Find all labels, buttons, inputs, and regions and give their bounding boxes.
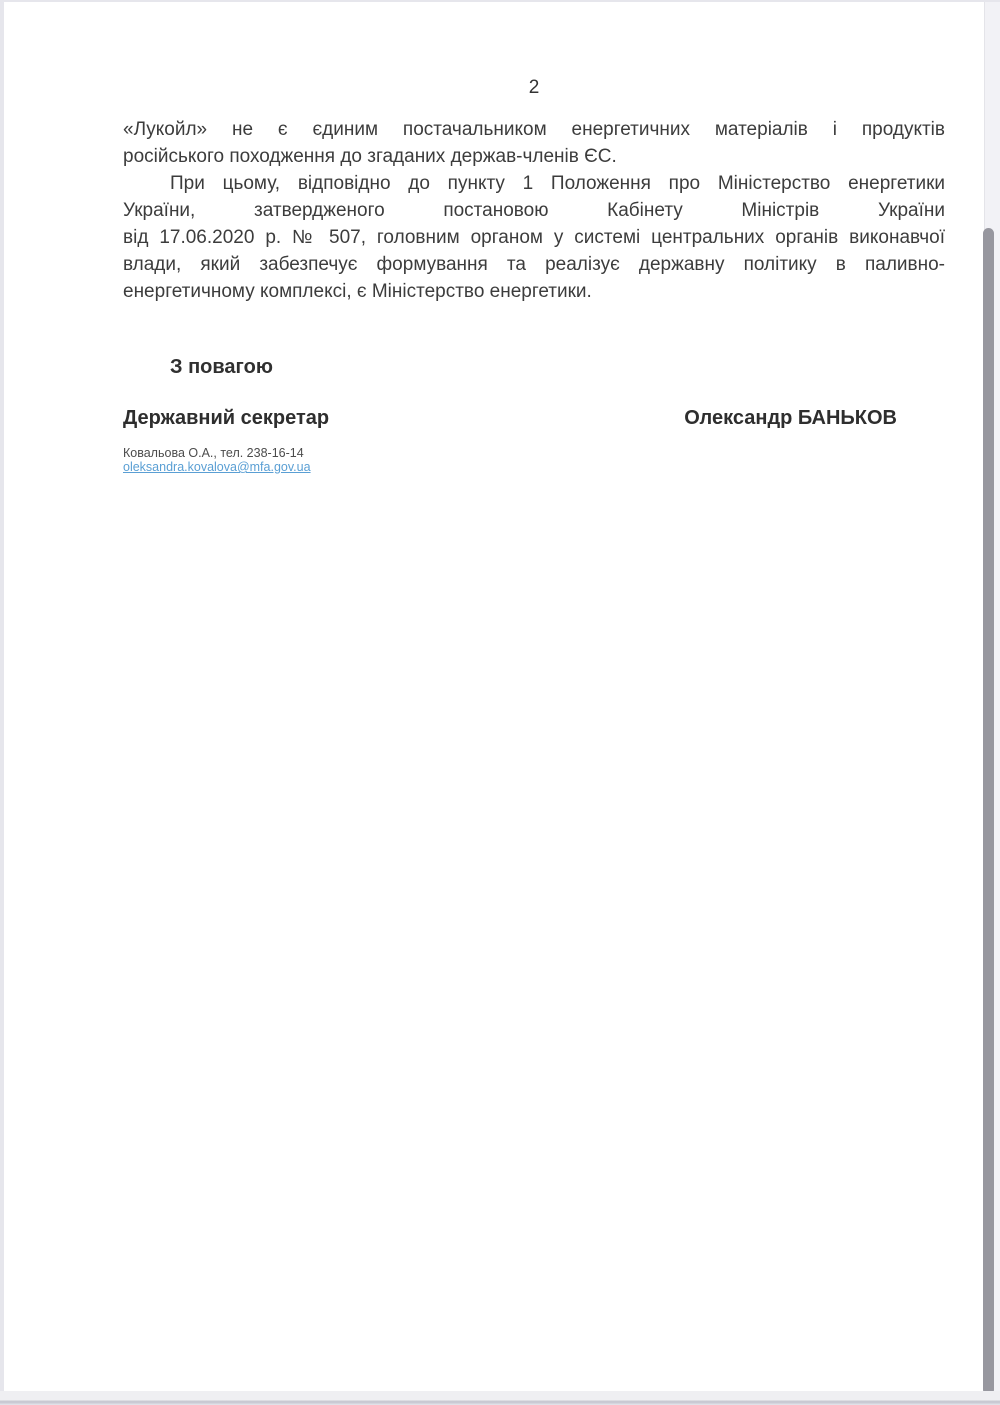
signer-title: Державний секретар (123, 407, 330, 429)
horizontal-scrollbar-area (0, 1391, 1000, 1405)
vertical-scrollbar-thumb[interactable] (983, 228, 994, 1395)
letter-body (123, 116, 945, 305)
text-line: від 17.06.2020 р. № 507, головним органом у системі центральних органів виконавчої (123, 227, 945, 248)
contact-email-link[interactable]: oleksandra.kovalova@mfa.gov.ua (123, 460, 311, 474)
closing-salutation: З повагою (170, 356, 273, 378)
paragraph-2 (123, 170, 945, 305)
text-line: влади, який забезпечує формування та реалізує державну політику в паливно- (123, 254, 945, 275)
contact-block (123, 446, 311, 474)
document-page (4, 2, 984, 1391)
paragraph-1 (123, 116, 945, 170)
signature-row (123, 405, 945, 432)
page-number: 2 (528, 77, 540, 98)
text-line: «Лукойл» не є єдиним постачальником енергетичних матеріалів і продуктів (123, 119, 945, 140)
contact-person: Ковальова О.А., тел. 238-16-14 (123, 446, 304, 460)
text-line: енергетичному комплексі, є Міністерство енергетики. (123, 281, 592, 302)
text-line: При цьому, відповідно до пункту 1 Положення про Міністерство енергетики (170, 173, 945, 194)
text-line: України, затвердженого постановою Кабінету Міністрів України (123, 200, 945, 221)
text-line: російського походження до згаданих держав-членів ЄС. (123, 146, 617, 167)
vertical-scrollbar-track[interactable] (984, 2, 1000, 1391)
signer-name: Олександр БАНЬКОВ (684, 407, 897, 429)
